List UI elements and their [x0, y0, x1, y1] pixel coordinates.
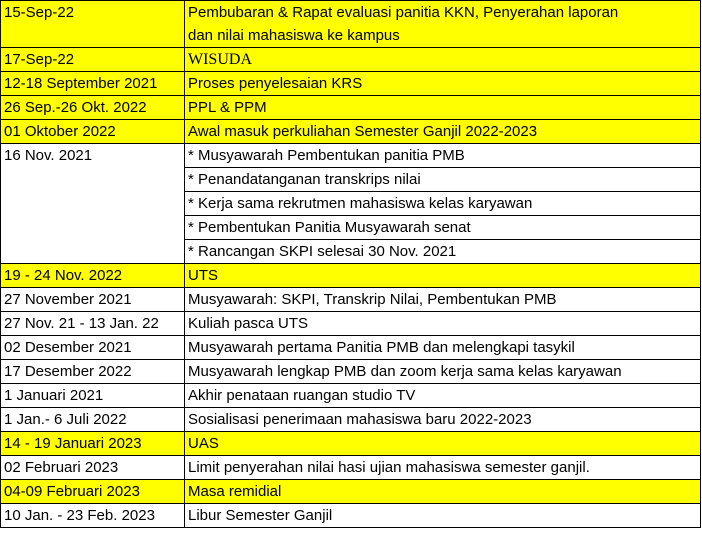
activity-item[interactable]: * Musyawarah Pembentukan panitia PMB [185, 144, 701, 168]
date-cell[interactable]: 12-18 September 2021 [1, 72, 185, 96]
activity-cell[interactable]: Musyawarah: SKPI, Transkrip Nilai, Pembentukan PMB [185, 288, 701, 312]
table-row [1, 504, 701, 528]
date-cell[interactable]: 02 Februari 2023 [1, 456, 185, 480]
activity-cell[interactable]: Proses penyelesaian KRS [185, 72, 701, 96]
activity-item[interactable]: * Pembentukan Panitia Musyawarah senat [185, 216, 701, 240]
activity-cell[interactable]: Awal masuk perkuliahan Semester Ganjil 2022-2023 [185, 120, 701, 144]
date-cell[interactable]: 16 Nov. 2021 [1, 144, 185, 264]
table-row [1, 288, 701, 312]
activity-item[interactable]: * Rancangan SKPI selesai 30 Nov. 2021 [185, 240, 701, 264]
date-cell-continued[interactable] [1, 24, 185, 48]
table-row [1, 312, 701, 336]
table-row [1, 120, 701, 144]
table-row [1, 456, 701, 480]
date-cell[interactable]: 26 Sep.-26 Okt. 2022 [1, 96, 185, 120]
table-row [1, 408, 701, 432]
table-row [1, 24, 701, 48]
date-cell[interactable]: 1 Januari 2021 [1, 384, 185, 408]
table-row [1, 360, 701, 384]
date-cell[interactable]: 17-Sep-22 [1, 48, 185, 72]
activity-cell[interactable]: WISUDA [185, 48, 701, 72]
date-cell[interactable]: 15-Sep-22 [1, 1, 185, 25]
activity-cell[interactable]: UTS [185, 264, 701, 288]
activity-cell[interactable]: Musyawarah lengkap PMB dan zoom kerja sama kelas karyawan [185, 360, 701, 384]
activity-cell[interactable]: Masa remidial [185, 480, 701, 504]
date-cell[interactable]: 1 Jan.- 6 Juli 2022 [1, 408, 185, 432]
date-cell[interactable]: 04-09 Februari 2023 [1, 480, 185, 504]
date-cell[interactable]: 17 Desember 2022 [1, 360, 185, 384]
table-row [1, 1, 701, 25]
date-cell[interactable]: 19 - 24 Nov. 2022 [1, 264, 185, 288]
date-cell[interactable]: 27 November 2021 [1, 288, 185, 312]
activity-cell[interactable]: Limit penyerahan nilai hasi ujian mahasiswa semester ganjil. [185, 456, 701, 480]
activity-cell[interactable]: Pembubaran & Rapat evaluasi panitia KKN, Penyerahan laporan [185, 1, 701, 25]
date-cell[interactable]: 02 Desember 2021 [1, 336, 185, 360]
table-row [1, 72, 701, 96]
activity-cell[interactable]: Akhir penataan ruangan studio TV [185, 384, 701, 408]
activity-item[interactable]: * Penandatanganan transkrips nilai [185, 168, 701, 192]
activity-cell[interactable]: Kuliah pasca UTS [185, 312, 701, 336]
activity-cell[interactable]: Libur Semester Ganjil [185, 504, 701, 528]
table-row [1, 432, 701, 456]
activity-item[interactable]: * Kerja sama rekrutmen mahasiswa kelas karyawan [185, 192, 701, 216]
activity-cell[interactable]: Sosialisasi penerimaan mahasiswa baru 2022-2023 [185, 408, 701, 432]
activity-cell[interactable]: PPL & PPM [185, 96, 701, 120]
table-row [1, 48, 701, 72]
table-row [1, 96, 701, 120]
table-row [1, 384, 701, 408]
activity-cell[interactable]: Musyawarah pertama Panitia PMB dan melengkapi tasykil [185, 336, 701, 360]
activity-cell[interactable]: dan nilai mahasiswa ke kampus [185, 24, 701, 48]
table-row [1, 336, 701, 360]
date-cell[interactable]: 01 Oktober 2022 [1, 120, 185, 144]
activity-cell[interactable]: UAS [185, 432, 701, 456]
date-cell[interactable]: 10 Jan. - 23 Feb. 2023 [1, 504, 185, 528]
table-row [1, 144, 701, 168]
table-row [1, 264, 701, 288]
date-cell[interactable]: 14 - 19 Januari 2023 [1, 432, 185, 456]
table-row [1, 480, 701, 504]
date-cell[interactable]: 27 Nov. 21 - 13 Jan. 22 [1, 312, 185, 336]
